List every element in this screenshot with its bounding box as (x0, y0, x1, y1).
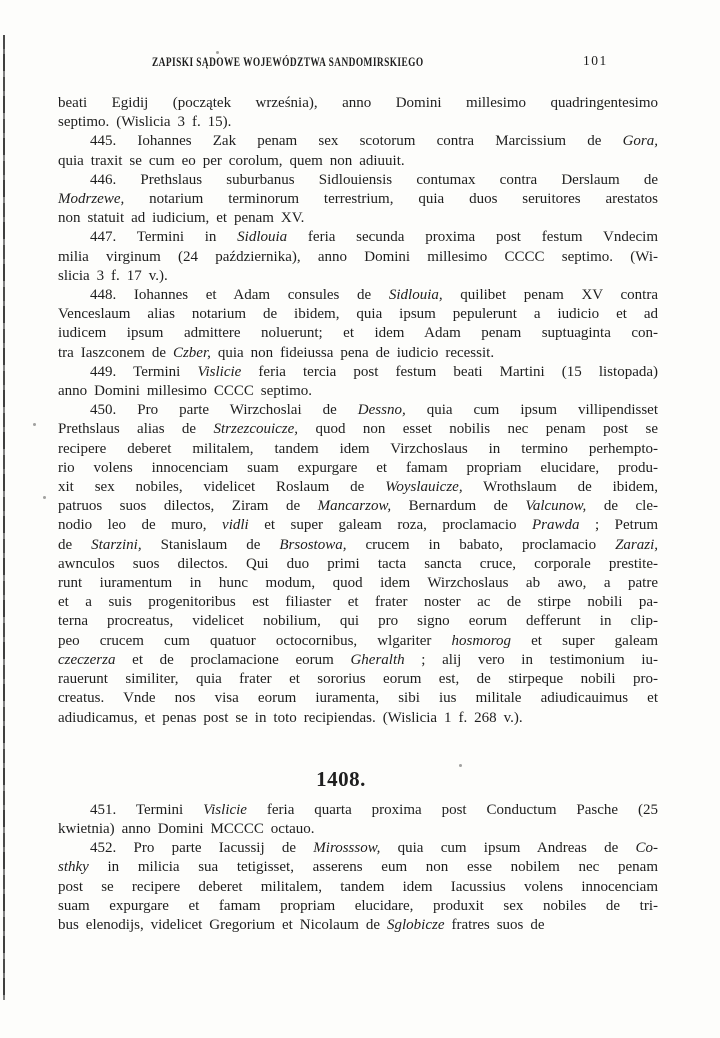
text-line (58, 420, 658, 439)
text-segment: 447. Termini in (90, 229, 238, 246)
text-line (58, 305, 658, 324)
italic-text-segment: Prawda (532, 517, 580, 534)
text-segment: rauerunt similiter, quia frater et sororius eorum est, de stirpeque nobili pro- (58, 671, 658, 688)
text-segment: feria quarta proxima post Conductum Pasche (25 (246, 801, 658, 818)
text-segment: bus elenodijs, videlicet Gregorium et Nicolaum de (58, 916, 387, 933)
text-segment: quia non fideiussa pena de iudicio recessit. (210, 344, 495, 361)
text-line (58, 363, 658, 382)
text-line (58, 897, 658, 916)
text-segment: 446. Prethslaus suburbanus Sidlouiensis contumax contra Derslaum de (90, 171, 658, 188)
text-line (58, 858, 658, 877)
scan-speck (43, 496, 46, 499)
text-segment: notarium terminorum terrestrium, quia duos seruitores arestatos (124, 191, 658, 208)
text-line (58, 152, 658, 171)
text-segment: quia cum ipsum Andreas de (380, 840, 636, 857)
page-body-text (58, 94, 658, 935)
text-segment: nodio leo de muro, (58, 517, 223, 534)
italic-text-segment: Starzini, (91, 536, 142, 553)
text-line (58, 171, 658, 190)
text-segment: 449. Termini (90, 363, 198, 380)
italic-text-segment: hosmorog (451, 632, 511, 649)
text-line (58, 916, 658, 935)
italic-text-segment: Co- (635, 840, 658, 857)
scan-speck (216, 51, 219, 54)
text-line (58, 478, 658, 497)
italic-text-segment: Sidlouia (237, 229, 288, 246)
italic-text-segment: Vislicie (203, 801, 247, 818)
text-segment: fratres suos de (444, 916, 545, 933)
text-segment: anno Domini millesimo CCCC septimo. (58, 383, 313, 400)
text-line (58, 344, 658, 363)
text-segment: slicia 3 f. 17 v.). (58, 267, 168, 284)
text-segment: milia virginum (24 października), anno Domini millesimo CCCC septimo. (Wi- (58, 248, 658, 265)
text-segment: Wrothslaum de ibidem, (462, 479, 659, 496)
text-line (58, 839, 658, 858)
text-segment: beati Egidij (początek września), anno Domini millesimo quadringentesimo (58, 95, 658, 111)
text-segment: runt iuramentum in hunc modum, quod idem Wirzchoslaus ab awo, a patre (58, 575, 658, 592)
text-segment: ; Petrum (579, 517, 658, 534)
text-line (58, 689, 658, 708)
text-segment: tra Iaszconem de (58, 344, 173, 361)
text-line (58, 878, 658, 897)
text-line (58, 612, 658, 631)
text-segment: 452. Pro parte Iacussij de (90, 840, 314, 857)
text-segment: 451. Termini (90, 801, 204, 818)
italic-text-segment: Dessno, (357, 402, 406, 419)
scan-edge-artifact (3, 35, 5, 1000)
text-line (58, 516, 658, 535)
text-segment: et super galeam (511, 632, 658, 649)
text-segment: quod non esset nobilis nec penam post se (298, 421, 658, 438)
text-line (58, 324, 658, 343)
text-line (58, 670, 658, 689)
text-segment: rio volens innocenciam suam expurgare et famam propriam elucidare, produ- (58, 459, 658, 476)
text-line (58, 132, 658, 151)
italic-text-segment: Sidlouia, (388, 287, 443, 304)
italic-text-segment: Woyslauicze, (385, 479, 463, 496)
italic-text-segment: vidli (222, 517, 249, 534)
text-segment: quilibet penam XV contra (442, 287, 658, 304)
text-segment: 448. Iohannes et Adam consules de (90, 287, 389, 304)
text-line (58, 382, 658, 401)
text-line (58, 459, 658, 478)
text-segment: 450. Pro parte Wirzchoslai de (90, 402, 358, 419)
text-line (58, 94, 658, 113)
italic-text-segment: Modrzewe, (58, 191, 125, 208)
italic-text-segment: Sglobicze (387, 916, 445, 933)
italic-text-segment: czeczerza (58, 651, 116, 668)
text-segment: patruos suos dilectos, Ziram de (58, 498, 318, 515)
text-segment: et a suis progenitoribus est filiaster et frater noster ac de stirpe nobili pa- (58, 594, 658, 611)
text-segment: quia traxit se cum eo per corolum, quem non adiuuit. (58, 152, 405, 169)
italic-text-segment: Brsostowa, (279, 536, 347, 553)
text-segment: crucem in babato, proclamacio (346, 536, 616, 553)
page-number: 101 (583, 53, 608, 68)
text-segment: iudicem ipsum admittere noluerunt; et idem Adam penam suptuaginta con- (58, 325, 658, 342)
text-line (58, 593, 658, 612)
text-segment: et de proclamacione eorum (115, 651, 351, 668)
text-segment: Prethslaus alias de (58, 421, 214, 438)
text-line (58, 709, 658, 728)
italic-text-segment: Czber, (172, 344, 211, 361)
text-line (58, 801, 658, 820)
text-line (58, 632, 658, 651)
scan-speck (459, 764, 462, 767)
italic-text-segment: Valcunow, (525, 498, 587, 515)
text-segment: suam expurgare et famam propriam elucidare, produxit sex nobiles de tri- (58, 897, 658, 914)
text-segment: quia cum ipsum villipendisset (405, 402, 658, 419)
text-segment: et super galeam roza, proclamacio (248, 517, 532, 534)
text-line (58, 228, 658, 247)
text-line (58, 401, 658, 420)
italic-text-segment: sthky (58, 859, 89, 876)
text-segment: 445. Iohannes Zak penam sex scotorum contra Marcissium de (90, 133, 623, 150)
italic-text-segment: Mirosssow, (313, 840, 381, 857)
text-line (58, 286, 658, 305)
text-line (58, 440, 658, 459)
text-segment: Venceslaum alias notarium de ibidem, quia ipsum pepulerunt a iudicio et ad (58, 306, 658, 323)
text-segment: non statuit ad iudicium, et penam XV. (58, 210, 305, 227)
italic-text-segment: Vislicie (197, 363, 242, 380)
text-line (58, 820, 658, 839)
text-segment: in milicia sua tetigisset, asserens eum non esse nobilem nec penam (88, 859, 658, 876)
italic-text-segment: Zarazi, (615, 536, 659, 553)
text-segment: feria secunda proxima post festum Vndecim (287, 229, 658, 246)
text-line (58, 209, 658, 228)
text-line (58, 113, 658, 132)
italic-text-segment: Gora, (622, 133, 658, 150)
text-segment: kwietnia) anno Domini MCCCC octauo. (58, 820, 315, 837)
text-segment: post se recipere deberet militalem, tandem idem Iacussius volens innocenciam (58, 878, 658, 895)
text-segment: terna procreatus, videlicet nobilium, qui pro signo eorum defferunt in clip- (58, 613, 658, 630)
text-line (58, 248, 658, 267)
text-segment: de (58, 536, 92, 553)
text-line (58, 497, 658, 516)
text-line (58, 536, 658, 555)
text-segment: septimo. (Wislicia 3 f. 15). (58, 114, 232, 131)
running-header-title: ZAPISKI SĄDOWE WOJEWÓDZTWA SANDOMIRSKIEGO (152, 54, 424, 69)
text-segment: awnculos suos dilectos. Qui duo primi tacta sancta cruce, corporale prestite- (58, 555, 658, 572)
text-segment: ; alij vero in testimonium iu- (404, 651, 658, 668)
text-line (58, 267, 658, 286)
text-segment: creatus. Vnde nos visa eorum iuramenta, sibi ius militale adiudicauimus et (58, 690, 658, 707)
section-heading: 1408. (316, 766, 366, 791)
text-line (58, 555, 658, 574)
text-line (58, 651, 658, 670)
italic-text-segment: Mancarzow, (317, 498, 392, 515)
text-segment: peo crucem cum quatuor octocornibus, wlgariter (58, 632, 452, 649)
italic-text-segment: Gheralth (350, 651, 405, 668)
text-segment: adiudicamus, et penas post se in toto recipiendas. (Wislicia 1 f. 268 v.). (58, 709, 523, 726)
text-segment: Bernardum de (391, 498, 526, 515)
text-segment: xit sex nobiles, videlicet Roslaum de (58, 479, 386, 496)
text-segment: recipere deberet militalem, tandem idem Virzchoslaus in termino perhempto- (58, 440, 658, 457)
text-segment: Stanislaum de (141, 536, 280, 553)
text-line (58, 574, 658, 593)
text-segment: de cle- (586, 498, 658, 515)
italic-text-segment: Strzezcouicze, (213, 421, 299, 438)
scan-speck (33, 423, 36, 426)
text-segment: feria tercia post festum beati Martini (15 listopada) (241, 363, 658, 380)
text-line (58, 190, 658, 209)
